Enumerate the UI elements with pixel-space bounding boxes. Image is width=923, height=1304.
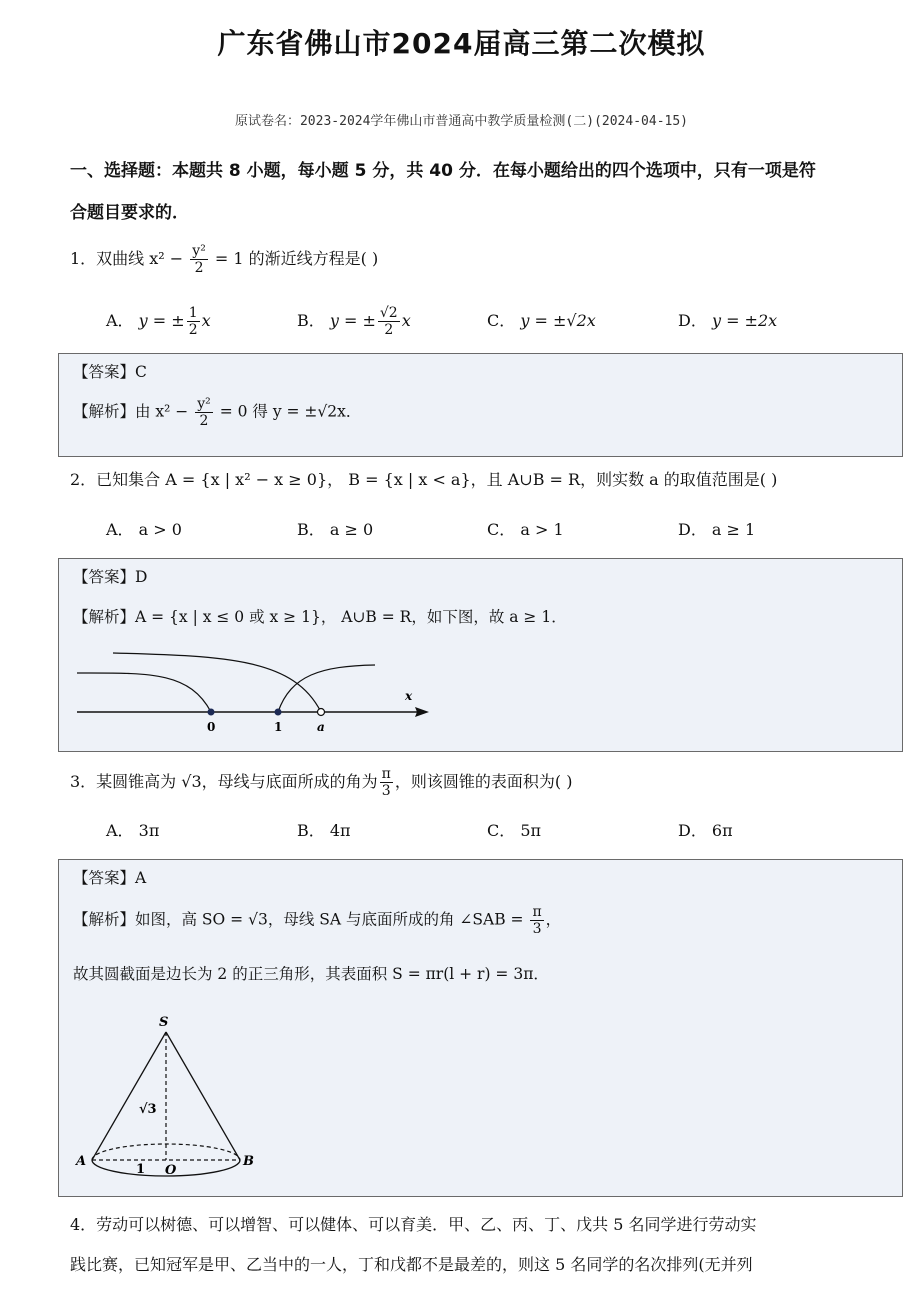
q1-option-b-den: 2 bbox=[384, 322, 394, 338]
q1-analysis-frac bbox=[195, 396, 213, 429]
q1-analysis-num: y² bbox=[197, 396, 211, 412]
cone-figure bbox=[59, 860, 902, 1196]
q1-option-d-label: D． bbox=[678, 311, 707, 330]
q1-analysis bbox=[73, 396, 361, 429]
q1-option-a-num: 1 bbox=[188, 305, 198, 321]
q1-prefix: 1．双曲线 x² − bbox=[70, 249, 189, 268]
q1-option-a-label: A． bbox=[106, 311, 134, 330]
cone-label-b: B bbox=[243, 1154, 254, 1169]
q1-option-d bbox=[678, 308, 777, 331]
q3-option-b: B． 4π bbox=[297, 821, 351, 840]
q3-stem-frac bbox=[380, 766, 393, 799]
label-one: 1 bbox=[274, 720, 283, 734]
q1-frac-den: 2 bbox=[194, 260, 204, 276]
q1-option-b-label: B． bbox=[297, 311, 325, 330]
question-3-stem bbox=[70, 766, 890, 799]
q1-frac-num: y² bbox=[192, 243, 206, 259]
curve-left-set bbox=[77, 673, 211, 712]
q1-suffix: = 1 的渐近线方程是( ) bbox=[209, 249, 379, 268]
cone-label-s: S bbox=[159, 1015, 169, 1030]
question-1-stem bbox=[70, 243, 890, 276]
source-note: 原试卷名：2023-2024学年佛山市普通高中教学质量检测(二)(2024-04-15) bbox=[234, 114, 688, 129]
q1-fraction bbox=[190, 243, 208, 276]
q3-option-c: C． 5π bbox=[487, 821, 542, 840]
number-line-arrow bbox=[415, 707, 429, 717]
q3-stem-den: 3 bbox=[381, 783, 391, 799]
q1-option-b-math: y = ± bbox=[329, 311, 376, 330]
q1-answer: 【答案】C bbox=[73, 363, 147, 381]
curve-set-b bbox=[113, 653, 321, 712]
q3-analysis1-den: 3 bbox=[532, 921, 542, 937]
number-line-figure bbox=[59, 559, 902, 751]
cone-label-o: O bbox=[165, 1163, 177, 1178]
q1-option-a-den: 2 bbox=[188, 322, 198, 338]
q1-option-c-math: y = ±√2x bbox=[520, 311, 596, 330]
q2-option-d: D． a ≥ 1 bbox=[678, 520, 756, 539]
point-one bbox=[275, 709, 282, 716]
label-a: a bbox=[317, 720, 325, 734]
q2-answer: 【答案】D bbox=[73, 568, 148, 586]
q3-analysis1-suffix: ， bbox=[545, 910, 562, 929]
q1-option-c bbox=[487, 308, 596, 331]
point-zero bbox=[208, 709, 215, 716]
q1-analysis-suffix: = 0 得 y = ±√2x． bbox=[214, 402, 362, 421]
page-title: 广东省佛山市2024届高三第二次模拟 bbox=[217, 27, 706, 60]
q1-option-b bbox=[297, 305, 411, 338]
q3-analysis-line2: 故其圆截面是边长为 2 的正三角形，其表面积 S = πr(l + r) = 3π． bbox=[73, 965, 549, 983]
q1-option-c-label: C． bbox=[487, 311, 516, 330]
q2-option-c: C． a > 1 bbox=[487, 520, 564, 539]
question-4-line1: 4．劳动可以树德、可以增智、可以健体、可以育美．甲、乙、丙、丁、戊共 5 名同学进行劳动实 bbox=[70, 1215, 757, 1234]
q1-analysis-den: 2 bbox=[199, 413, 209, 429]
q2-answer-box bbox=[58, 558, 903, 752]
label-zero: 0 bbox=[207, 720, 216, 734]
cone-label-height: √3 bbox=[139, 1102, 157, 1117]
cone-label-a: A bbox=[76, 1154, 87, 1169]
question-2-stem: 2．已知集合 A = {x | x² − x ≥ 0}， B = {x | x < a}，且 A∪B = R，则实数 a 的取值范围是( ) bbox=[70, 470, 778, 489]
point-a bbox=[318, 709, 325, 716]
q3-analysis1-prefix: 【解析】如图，高 SO = √3，母线 SA 与底面所成的角 ∠SAB = bbox=[73, 910, 529, 929]
cone-label-radius: 1 bbox=[136, 1162, 146, 1177]
q3-stem-prefix: 3．某圆锥高为 √3，母线与底面所成的角为 bbox=[70, 772, 378, 791]
q2-option-a: A． a > 0 bbox=[106, 520, 182, 539]
axis-label-x: x bbox=[405, 689, 413, 703]
question-4-line2: 践比赛，已知冠军是甲、乙当中的一人，丁和戊都不是最差的，则这 5 名同学的名次排列(无并列 bbox=[70, 1255, 753, 1274]
curve-right-set bbox=[278, 665, 375, 712]
q3-answer-box bbox=[58, 859, 903, 1197]
q3-stem-suffix: ，则该圆锥的表面积为( ) bbox=[394, 772, 573, 791]
cone-edge-sb bbox=[166, 1032, 240, 1160]
q3-option-a: A． 3π bbox=[106, 821, 160, 840]
q1-analysis-prefix: 【解析】由 x² − bbox=[73, 402, 194, 421]
q1-option-a bbox=[106, 305, 211, 338]
q2-analysis: 【解析】A = {x | x ≤ 0 或 x ≥ 1}， A∪B = R，如下图，故 a ≥ 1． bbox=[73, 608, 567, 626]
q1-option-a-frac bbox=[187, 305, 200, 338]
q1-option-a-tail: x bbox=[201, 311, 211, 330]
cone-edge-sa bbox=[92, 1032, 166, 1160]
q3-answer: 【答案】A bbox=[73, 869, 147, 887]
q1-answer-box bbox=[58, 353, 903, 457]
q1-option-b-tail: x bbox=[401, 311, 411, 330]
section-heading-line2: 合题目要求的． bbox=[70, 203, 189, 223]
q1-option-b-frac bbox=[378, 305, 400, 338]
q3-analysis1-num: π bbox=[532, 904, 542, 920]
q3-stem-num: π bbox=[381, 766, 391, 782]
q1-option-d-math: y = ±2x bbox=[711, 311, 778, 330]
q1-option-a-math: y = ± bbox=[138, 311, 185, 330]
q1-option-b-num: √2 bbox=[379, 305, 398, 321]
q2-option-b: B． a ≥ 0 bbox=[297, 520, 374, 539]
q3-option-d: D． 6π bbox=[678, 821, 733, 840]
section-heading-line1: 一、选择题：本题共 8 小题，每小题 5 分，共 40 分．在每小题给出的四个选项中，只有一项是符 bbox=[70, 161, 816, 181]
